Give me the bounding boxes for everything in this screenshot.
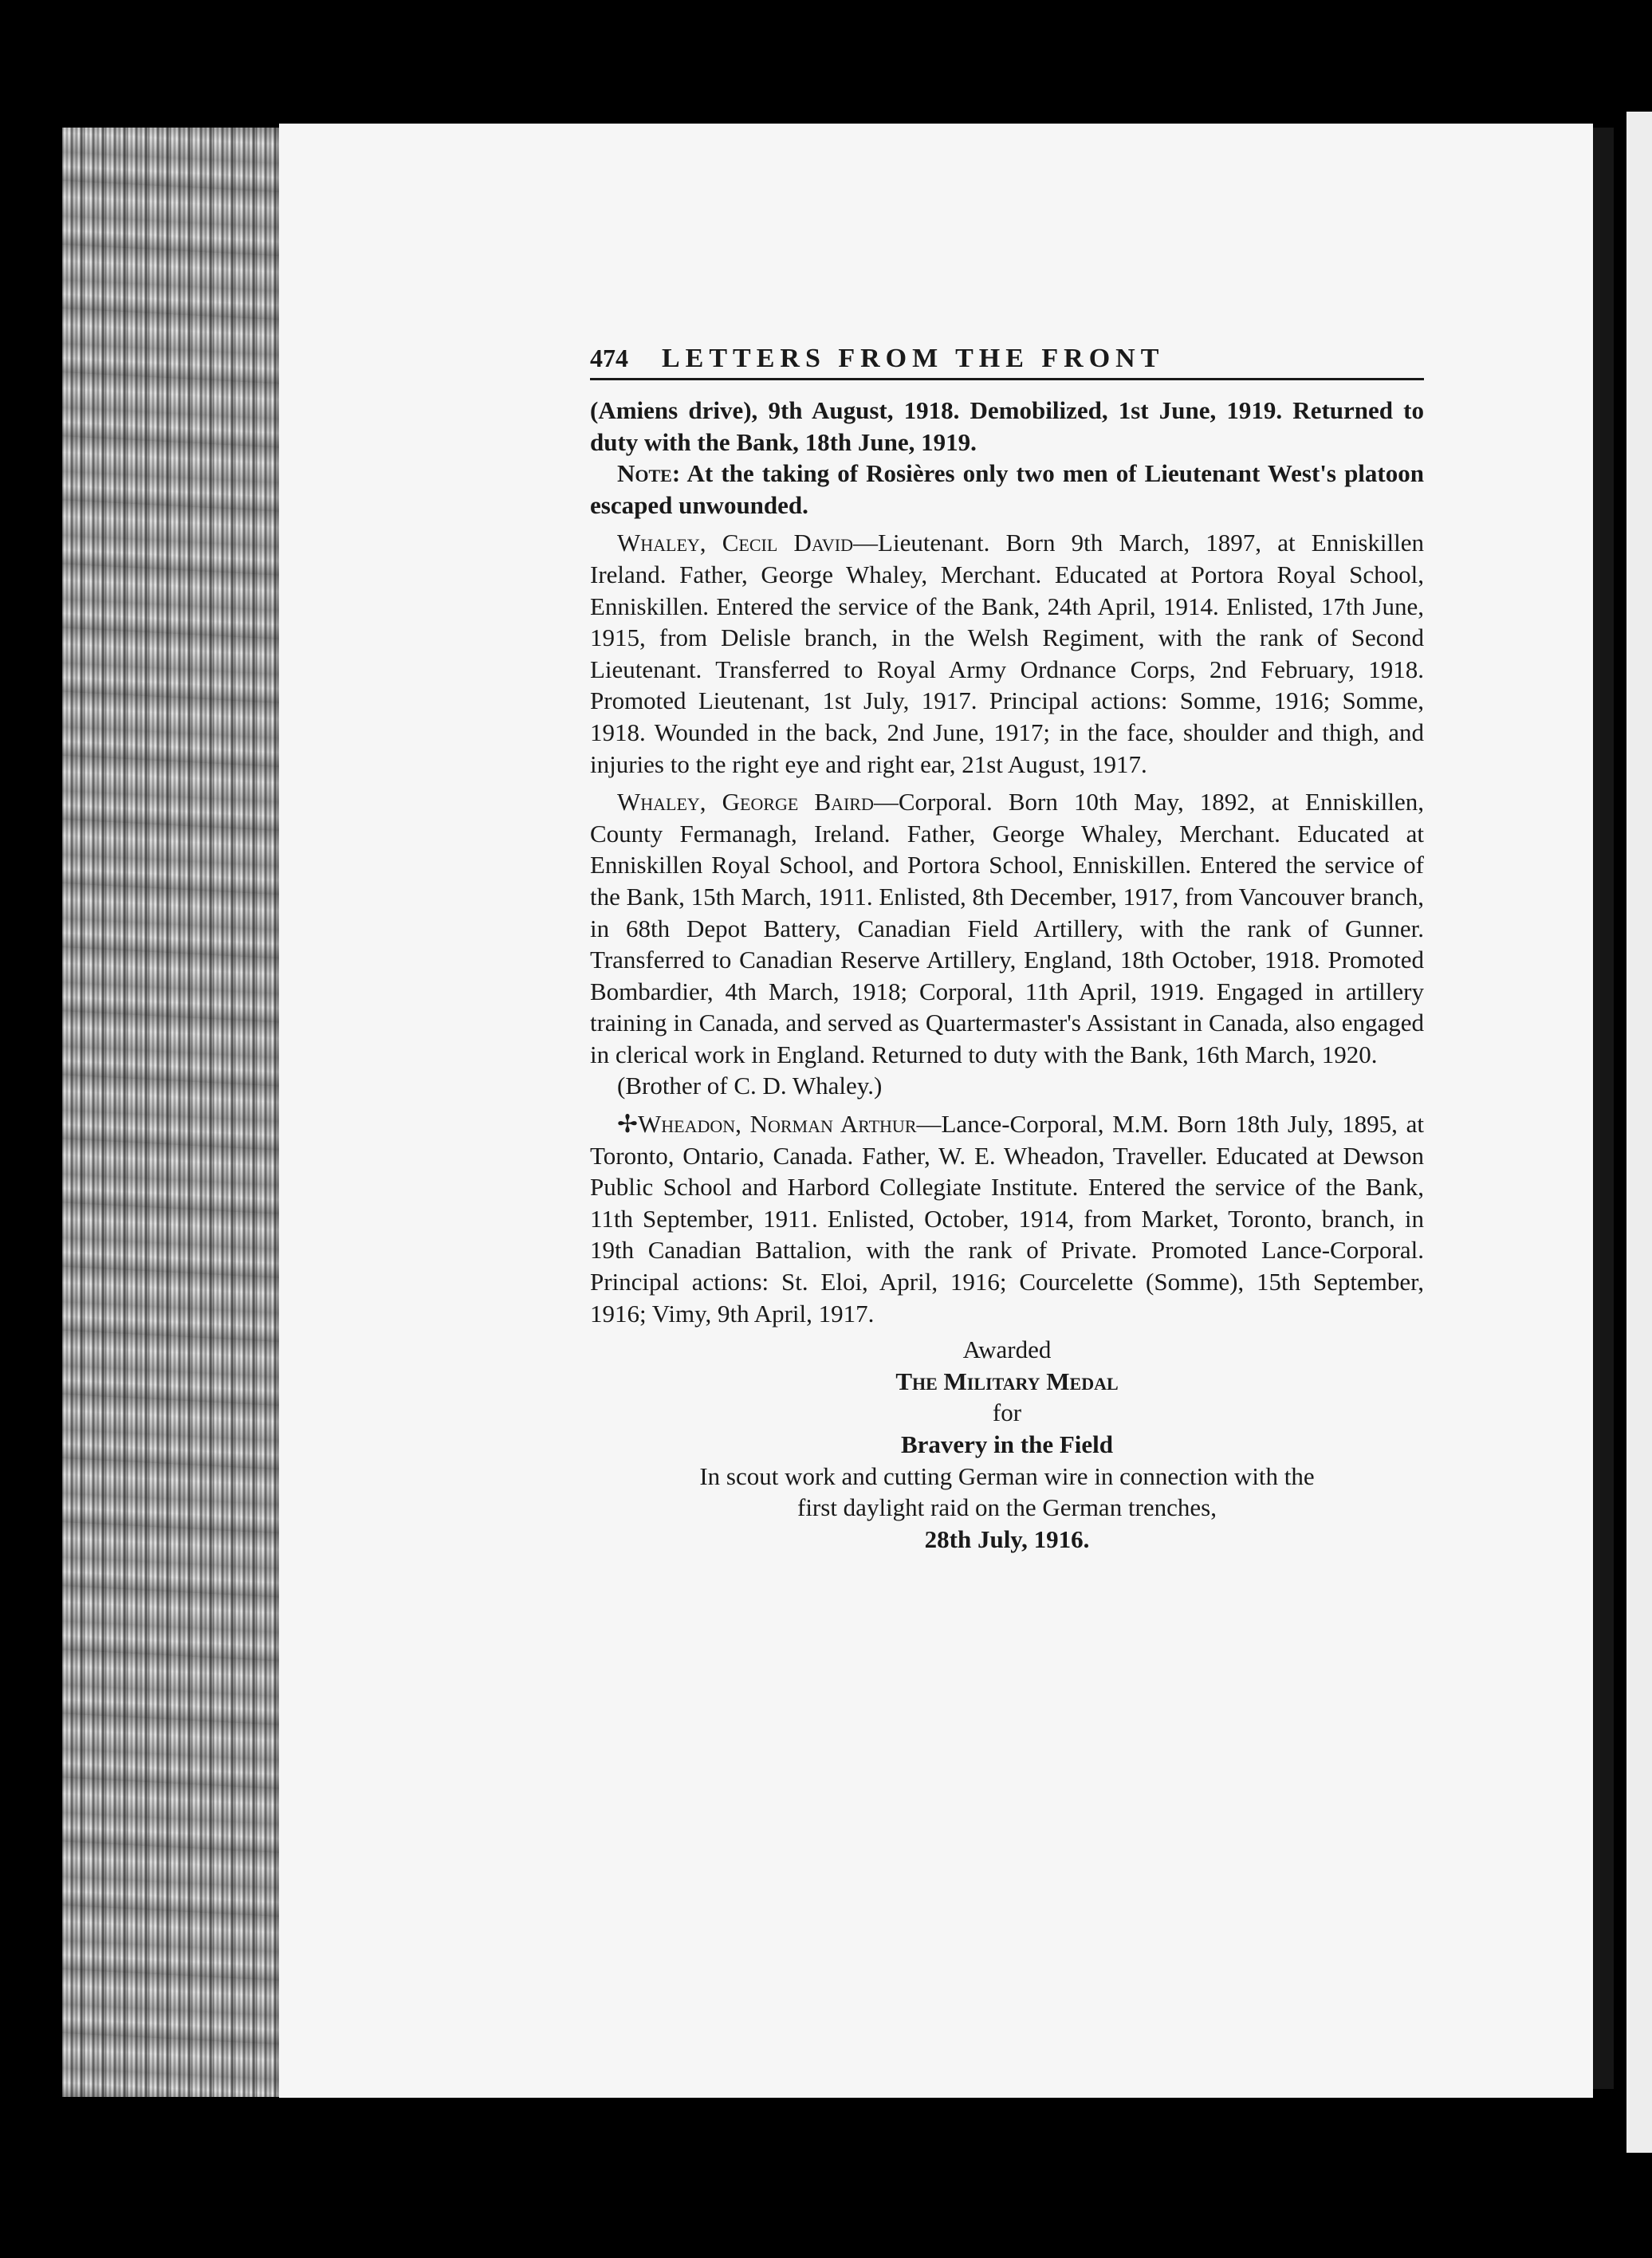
award-awarded: Awarded [962, 1336, 1052, 1364]
entry-name-whaley-cecil: Whaley, Cecil David [617, 529, 854, 557]
entry-text-whaley-cecil: —Lieutenant. Born 9th March, 1897, at Enniskillen Ireland. Father, George Whaley, Merchant. Educated at Portora Royal School, Enniskillen. Entered the service of the Bank, 24th April, 1914. Enlisted, 17th June, 1915, from Delisle branch, in the Welsh Regiment, with the rank of Second Lieutenant. Transferred to Royal Army Ordnance Corps, 2nd February, 1918. Promoted Lieutenant, 1st July, 1917. Principal actions: Somme, 1916; Somme, 1918. Wounded in the back, 2nd June, 1917; in the face, shoulder and thigh, and injuries to the right eye and right ear, 21st August, 1917. [590, 529, 1424, 778]
memorial-cross-icon: ✢ [617, 1110, 638, 1139]
running-title: LETTERS FROM THE FRONT [662, 344, 1165, 373]
facing-page-edge [1626, 112, 1652, 2153]
award-bravery: Bravery in the Field [900, 1430, 1114, 1458]
award-citation-line2: first daylight raid on the German trenches, [797, 1493, 1217, 1522]
entry-text-whaley-george: —Corporal. Born 10th May, 1892, at Enniskillen, County Fermanagh, Ireland. Father, George Whaley, Merchant. Educated at Enniskillen Royal School, and Portora School, Enniskillen. Entered the service of the Bank, 15th March, 1911. Enlisted, 8th December, 1917, from Vancouver branch, in 68th Depot Battery, Canadian Field Artillery, with the rank of Gunner. Transferred to Canadian Reserve Artillery, England, 18th October, 1918. Promoted Bombardier, 4th March, 1918; Corporal, 11th April, 1919. Engaged in artillery training in Canada, and served as Quartermaster's Assistant in Canada, also engaged in clerical work in England. Returned to duty with the Bank, 16th March, 1920. [590, 788, 1424, 1068]
entry-name-wheadon: Wheadon, Norman Arthur [637, 1110, 917, 1139]
paragraph-note [590, 458, 1424, 521]
entry-name-whaley-george: Whaley, George Baird [617, 788, 874, 816]
award-medal-name: The Military Medal [895, 1367, 1119, 1395]
brother-note: (Brother of C. D. Whaley.) [617, 1072, 883, 1100]
paragraph-amiens: (Amiens drive), 9th August, 1918. Demobilized, 1st June, 1919. Returned to duty with the Bank, 18th June, 1919. [590, 396, 1424, 456]
entry-text-wheadon: —Lance-Corporal, M.M. Born 18th July, 1895, at Toronto, Ontario, Canada. Father, W. E. Wheadon, Traveller. Educated at Dewson Public School and Harbord Collegiate Institute. Entered the service of the Bank, 11th September, 1911. Enlisted, October, 1914, from Market, Toronto, branch, in 19th Canadian Battalion, with the rank of Private. Promoted Lance-Corporal. Principal actions: St. Eloi, April, 1916; Courcelette (Somme), 15th September, 1916; Vimy, 9th April, 1917. [590, 1110, 1425, 1328]
page-number: 474 [590, 344, 628, 372]
page-content [590, 343, 1424, 1555]
entry-whaley-george [590, 786, 1424, 1070]
award-date: 28th July, 1916. [924, 1524, 1090, 1553]
award-for: for [992, 1398, 1022, 1427]
award-citation-line1: In scout work and cutting German wire in connection with the [699, 1461, 1315, 1490]
entry-whaley-cecil [590, 527, 1424, 780]
note-label: Note: [617, 459, 681, 488]
entry-wheadon [590, 1108, 1424, 1329]
gutter-shadow [1593, 128, 1614, 2089]
running-head [590, 343, 1424, 380]
book-page-edges [62, 128, 301, 2097]
note-text: At the taking of Rosières only two men of Lieutenant West's platoon escaped unwounded. [590, 459, 1424, 519]
award-citation [590, 1334, 1424, 1555]
